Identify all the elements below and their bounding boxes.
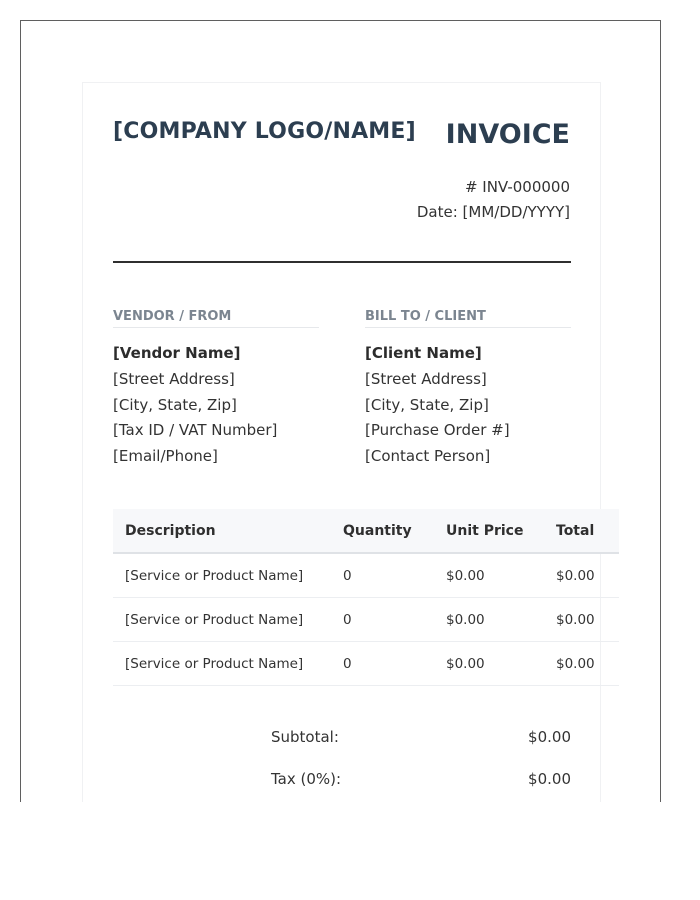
header-divider [113, 261, 571, 263]
column-header-total: Total [544, 509, 619, 553]
column-header-unit-price: Unit Price [434, 509, 544, 553]
invoice-number: # INV-000000 [464, 178, 570, 196]
client-heading: BILL TO / CLIENT [365, 309, 571, 328]
column-header-description: Description [113, 509, 331, 553]
table-header-row [113, 509, 619, 553]
client-name: [Client Name] [365, 344, 482, 362]
vendor-tax-id: [Tax ID / VAT Number] [113, 421, 278, 440]
vendor-city-state-zip: [City, State, Zip] [113, 395, 237, 414]
vendor-name: [Vendor Name] [113, 344, 241, 362]
subtotal-row [271, 728, 571, 752]
item-description: [Service or Product Name] [113, 598, 331, 642]
client-street-address: [Street Address] [365, 369, 487, 388]
table-row [113, 553, 619, 598]
item-unit-price: $0.00 [434, 553, 544, 598]
tax-row [271, 770, 571, 794]
column-header-quantity: Quantity [331, 509, 434, 553]
client-section [365, 309, 571, 470]
invoice-sheet [82, 82, 601, 802]
item-description: [Service or Product Name] [113, 642, 331, 686]
item-quantity: 0 [331, 642, 434, 686]
item-unit-price: $0.00 [434, 642, 544, 686]
table-row [113, 642, 619, 686]
table-row [113, 598, 619, 642]
item-unit-price: $0.00 [434, 598, 544, 642]
item-quantity: 0 [331, 598, 434, 642]
client-purchase-order: [Purchase Order #] [365, 421, 510, 440]
item-total: $0.00 [544, 642, 619, 686]
tax-value: $0.00 [528, 770, 571, 788]
item-total: $0.00 [544, 553, 619, 598]
item-description: [Service or Product Name] [113, 553, 331, 598]
subtotal-value: $0.00 [528, 728, 571, 746]
page-frame [20, 20, 661, 802]
vendor-street-address: [Street Address] [113, 369, 235, 388]
line-items-table [113, 509, 619, 686]
vendor-heading: VENDOR / FROM [113, 309, 319, 328]
invoice-title: INVOICE [445, 119, 570, 150]
subtotal-label: Subtotal: [271, 728, 339, 746]
client-details [365, 341, 571, 470]
item-quantity: 0 [331, 553, 434, 598]
client-contact-person: [Contact Person] [365, 447, 491, 466]
client-city-state-zip: [City, State, Zip] [365, 395, 489, 414]
company-name: [COMPANY LOGO/NAME] [113, 119, 416, 144]
invoice-date: Date: [MM/DD/YYYY] [416, 203, 570, 221]
vendor-email-phone: [Email/Phone] [113, 447, 218, 466]
tax-label: Tax (0%): [271, 770, 342, 788]
vendor-details [113, 341, 319, 470]
vendor-section [113, 309, 319, 470]
item-total: $0.00 [544, 598, 619, 642]
